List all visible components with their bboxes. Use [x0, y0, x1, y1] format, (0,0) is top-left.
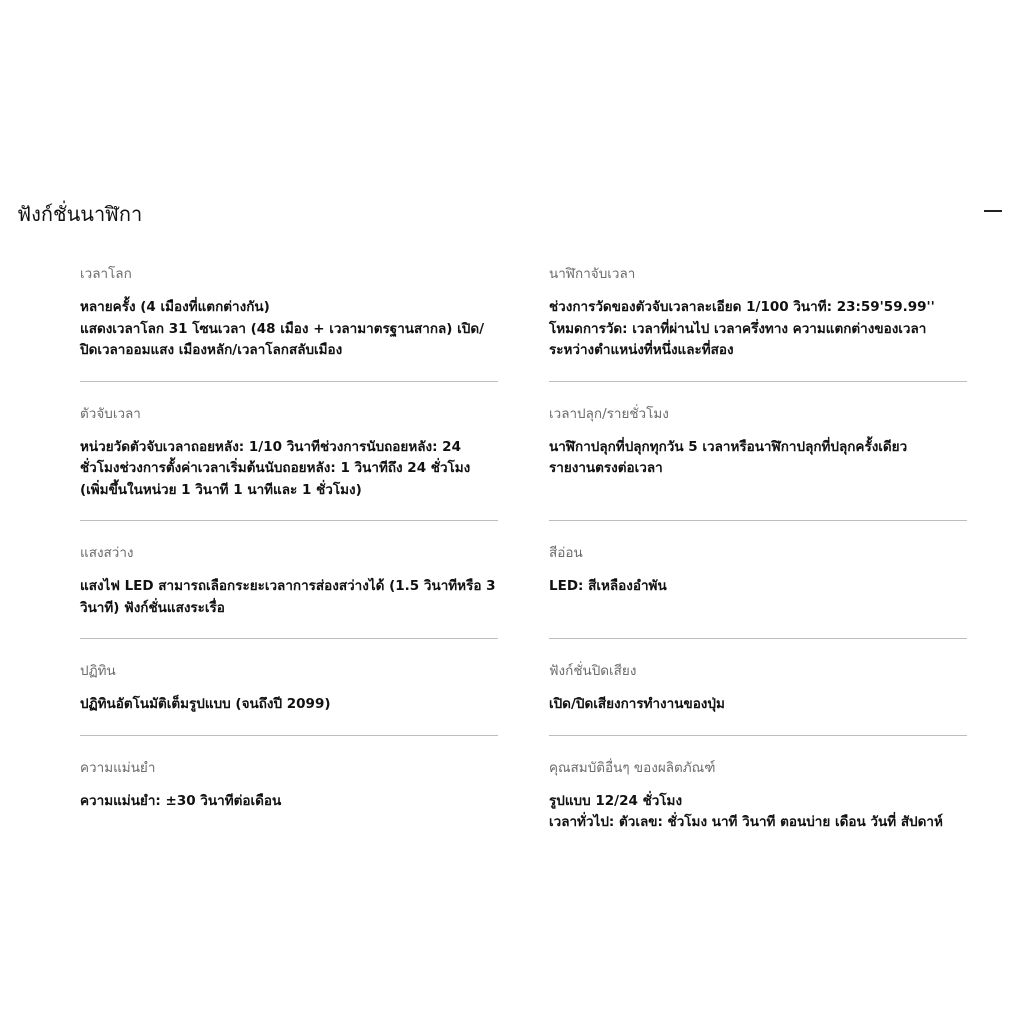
- spec-value: [549, 437, 967, 480]
- spec-value: [80, 791, 498, 813]
- spec-value: [80, 437, 498, 502]
- spec-value-line: เปิด/ปิดเสียงการทำงานของปุ่ม: [549, 696, 725, 712]
- spec-value-line: ปฏิทินอัตโนมัติเต็มรูปแบบ (จนถึงปี 2099): [80, 696, 331, 712]
- spec-value: [549, 297, 967, 362]
- spec-value-line: ความแม่นยำ: ±30 วินาทีต่อเดือน: [80, 792, 282, 809]
- spec-value-line: หลายครั้ง (4 เมืองที่แตกต่างกัน): [80, 299, 270, 315]
- spec-label: เวลาปลุก/รายชั่วโมง: [549, 405, 669, 422]
- spec-label: คุณสมบัติอื่นๆ ของผลิตภัณฑ์: [549, 759, 716, 776]
- spec-label: ฟังก์ชั่นปิดเสียง: [549, 663, 637, 679]
- spec-value: [80, 297, 498, 362]
- spec-value-line: นาฬิกาปลุกที่ปลุกทุกวัน 5 เวลาหรือนาฬิกาปลุกที่ปลุกครั้งเดียว: [549, 438, 908, 455]
- spec-value: [549, 791, 967, 834]
- spec-world-time: [80, 262, 498, 382]
- spec-stopwatch: [549, 262, 967, 382]
- spec-alarm: [549, 382, 967, 522]
- spec-value: [549, 576, 967, 598]
- spec-value-line: LED: สีเหลืองอำพัน: [549, 578, 667, 594]
- spec-label: ความแม่นยำ: [80, 759, 156, 776]
- spec-label: ปฏิทิน: [80, 663, 116, 679]
- spec-label: เวลาโลก: [80, 266, 132, 282]
- spec-light-color: [549, 521, 967, 639]
- spec-value-line: ช่วงการวัดของตัวจับเวลาละเอียด 1/100 วินาที: 23:59'59.99'' โหมดการวัด: เวลาที่ผ่านไป เวลาครึ่งทาง ความแตกต่างของเวลาระหว่างตำแหน่งที่หนึ่งและที่สอง: [549, 299, 935, 358]
- spec-value-line: รูปแบบ 12/24 ชั่วโมง: [549, 792, 683, 809]
- section-title: ฟังก์ชั่นนาฬิกา: [17, 202, 143, 226]
- spec-label: แสงสว่าง: [80, 545, 134, 561]
- spec-label: นาฬิกาจับเวลา: [549, 266, 636, 282]
- minus-icon: [984, 210, 1002, 212]
- spec-value-line: แสงไฟ LED สามารถเลือกระยะเวลาการส่องสว่างได้ (1.5 วินาทีหรือ 3 วินาที) ฟังก์ชั่นแสงระเรื่อ: [80, 578, 496, 616]
- collapse-button[interactable]: [978, 198, 1008, 224]
- spec-timer: [80, 382, 498, 522]
- spec-value-line: แสดงเวลาโลก 31 โซนเวลา (48 เมือง + เวลามาตรฐานสากล) เปิด/ปิดเวลาออมแสง เมืองหลัก/เวลาโลกสลับเมือง: [80, 320, 485, 358]
- spec-label: สีอ่อน: [549, 545, 583, 561]
- spec-value: [80, 576, 498, 619]
- spec-value: [549, 694, 967, 716]
- spec-label: ตัวจับเวลา: [80, 405, 141, 422]
- spec-grid: [80, 262, 967, 853]
- section-header[interactable]: [0, 190, 1024, 234]
- spec-value-line: รายงานตรงต่อเวลา: [549, 460, 663, 476]
- spec-other-features: [549, 736, 967, 853]
- spec-value: [80, 694, 498, 716]
- spec-light: [80, 521, 498, 639]
- spec-value-line: หน่วยวัดตัวจับเวลาถอยหลัง: 1/10 วินาทีช่วงการนับถอยหลัง: 24 ชั่วโมงช่วงการตั้งค่าเวลาเริ่มต้นนับถอยหลัง: 1 วินาทีถึง 24 ชั่วโมง (เพิ่มขึ้นในหน่วย 1 วินาที 1 นาทีและ 1 ชั่วโมง): [80, 438, 471, 498]
- spec-accuracy: [80, 736, 498, 853]
- spec-calendar: [80, 639, 498, 736]
- spec-mute: [549, 639, 967, 736]
- spec-value-line: เวลาทั่วไป: ตัวเลข: ชั่วโมง นาที วินาที ตอนบ่าย เดือน วันที่ สัปดาห์: [549, 814, 943, 830]
